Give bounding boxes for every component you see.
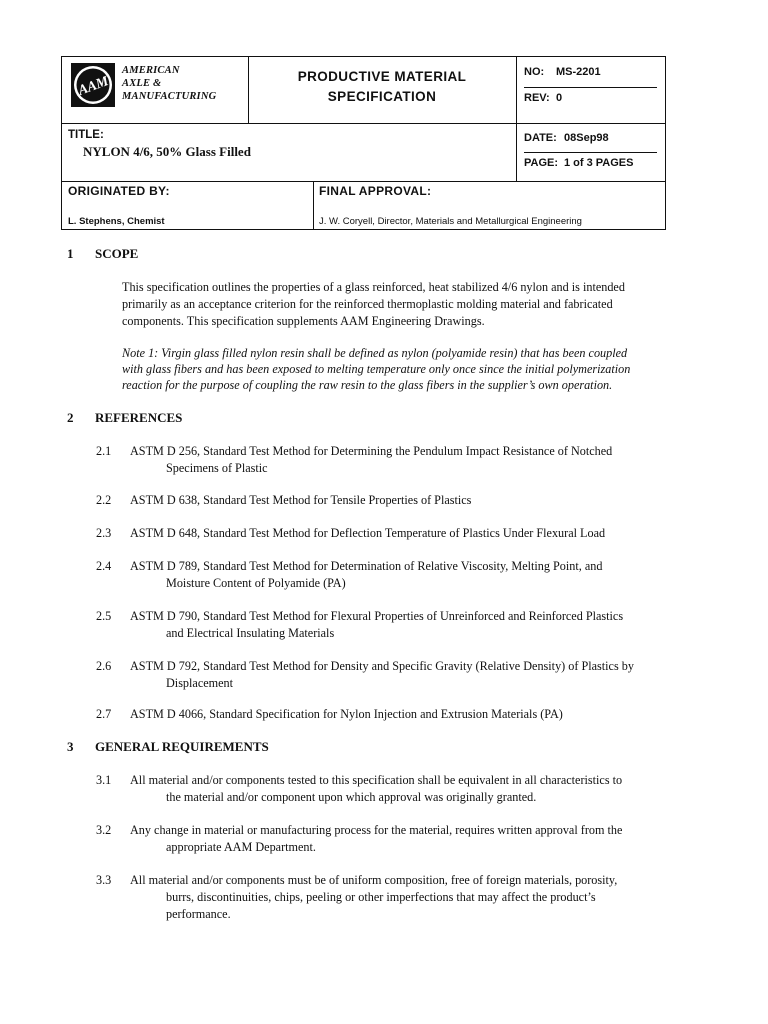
header-row-title [62, 123, 665, 182]
date-label: DATE: [524, 132, 557, 144]
item-number: 3.3 [96, 873, 112, 887]
item-text-continued: Displacement [166, 676, 234, 690]
originator-name: L. Stephens, Chemist [68, 216, 165, 227]
date-field [524, 132, 609, 144]
document-type-title [248, 67, 516, 107]
item-number: 2.1 [96, 444, 112, 458]
aam-logo-icon [71, 63, 115, 107]
company-name-line1: AMERICAN [122, 65, 180, 76]
item-number: 2.2 [96, 493, 112, 507]
item-text: ASTM D 638, Standard Test Method for Tensile Properties of Plastics [130, 493, 472, 507]
item-number: 2.3 [96, 526, 112, 540]
item-text: ASTM D 648, Standard Test Method for Deflection Temperature of Plastics Under Flexural Load [130, 526, 606, 540]
revision-label: REV: [524, 92, 550, 104]
page-value: 1 of 3 PAGES [564, 157, 634, 169]
item-text: ASTM D 4066, Standard Specification for Nylon Injection and Extrusion Materials (PA) [130, 707, 563, 721]
scope-paragraph [122, 279, 722, 330]
note-line: with glass fibers and has been exposed to melting temperature only once since the initial polymerization [122, 362, 631, 376]
revision-field [524, 92, 563, 104]
section-number: 3 [67, 739, 74, 754]
company-name-line2: AXLE & [122, 78, 162, 89]
header-row-signatures [62, 181, 665, 229]
originated-by-label: ORIGINATED BY: [68, 184, 170, 198]
paragraph-line: components. This specification supplements AAM Engineering Drawings. [122, 314, 485, 328]
title-cell [62, 123, 517, 181]
section-number: 2 [67, 410, 74, 425]
page-field [524, 157, 634, 169]
section-title: REFERENCES [95, 410, 183, 425]
document-type-line1: PRODUCTIVE MATERIAL [297, 69, 467, 84]
item-number: 2.5 [96, 609, 112, 623]
item-text-continued: and Electrical Insulating Materials [166, 626, 335, 640]
item-text-continued: appropriate AAM Department. [166, 840, 316, 854]
item-text: All material and/or components tested to this specification shall be equivalent in all characteristics to [130, 773, 623, 787]
meta-divider [524, 152, 657, 153]
page-label: PAGE: [524, 157, 559, 169]
item-number: 2.7 [96, 707, 112, 721]
final-approval-cell [313, 181, 665, 229]
final-approval-label: FINAL APPROVAL: [319, 184, 432, 198]
item-text-continued: Moisture Content of Polyamide (PA) [166, 576, 346, 590]
section-title: GENERAL REQUIREMENTS [95, 739, 269, 754]
date-page-cell [516, 123, 665, 181]
revision-value: 0 [556, 92, 563, 104]
paragraph-line: This specification outlines the properties of a glass reinforced, heat stabilized 4/6 nylon and is intended [122, 280, 625, 294]
logo-monogram: AAM [76, 74, 111, 99]
item-text-continued: burrs, discontinuities, chips, peeling or other imperfections that may affect the product’s [166, 890, 596, 904]
note-line: Note 1: Virgin glass filled nylon resin shall be defined as nylon (polyamide resin) that has been coupled [122, 346, 628, 360]
item-text: Any change in material or manufacturing process for the material, requires written approval from the [130, 823, 623, 837]
doc-number-label: NO: [524, 66, 545, 78]
header-row-top [62, 57, 665, 124]
item-text: ASTM D 792, Standard Test Method for Density and Specific Gravity (Relative Density) of Plastics by [130, 659, 634, 673]
document-type-cell [248, 57, 517, 123]
item-text: All material and/or components must be of uniform composition, free of foreign materials, porosity, [130, 873, 618, 887]
document-type-line2: SPECIFICATION [327, 89, 437, 104]
doc-number-field [524, 66, 601, 78]
item-text: ASTM D 256, Standard Test Method for Determining the Pendulum Impact Resistance of Notched [130, 444, 613, 458]
section-title: SCOPE [95, 246, 139, 261]
date-value: 08Sep98 [564, 132, 609, 144]
note-line: reaction for the purpose of coupling the raw resin to the glass fibers in the supplier’s own operation. [122, 378, 613, 392]
title-label: TITLE: [68, 129, 104, 141]
material-title: NYLON 4/6, 50% Glass Filled [83, 144, 251, 159]
item-number: 2.6 [96, 659, 112, 673]
originated-by-cell [62, 181, 314, 229]
item-text-continued: performance. [166, 907, 231, 921]
meta-divider [524, 87, 657, 88]
section-number: 1 [67, 246, 74, 261]
doc-number-value: MS-2201 [556, 66, 601, 78]
item-number: 2.4 [96, 559, 112, 573]
spec-header-table [61, 56, 666, 230]
scope-note [122, 345, 722, 393]
item-text-continued: Specimens of Plastic [166, 461, 268, 475]
company-name-line3: MANUFACTURING [122, 91, 217, 102]
company-logo-cell [62, 57, 249, 123]
item-text-continued: the material and/or component upon which approval was originally granted. [166, 790, 537, 804]
item-number: 3.1 [96, 773, 112, 787]
item-text: ASTM D 789, Standard Test Method for Determination of Relative Viscosity, Melting Point, and [130, 559, 603, 573]
approver-name: J. W. Coryell, Director, Materials and Metallurgical Engineering [319, 216, 582, 227]
paragraph-line: primarily as an acceptance criterion for the reinforced thermoplastic molding material and fabricated [122, 297, 613, 311]
document-number-cell [516, 57, 665, 123]
item-number: 3.2 [96, 823, 112, 837]
company-name [122, 64, 216, 103]
item-text: ASTM D 790, Standard Test Method for Flexural Properties of Unreinforced and Reinforced Plastics [130, 609, 624, 623]
